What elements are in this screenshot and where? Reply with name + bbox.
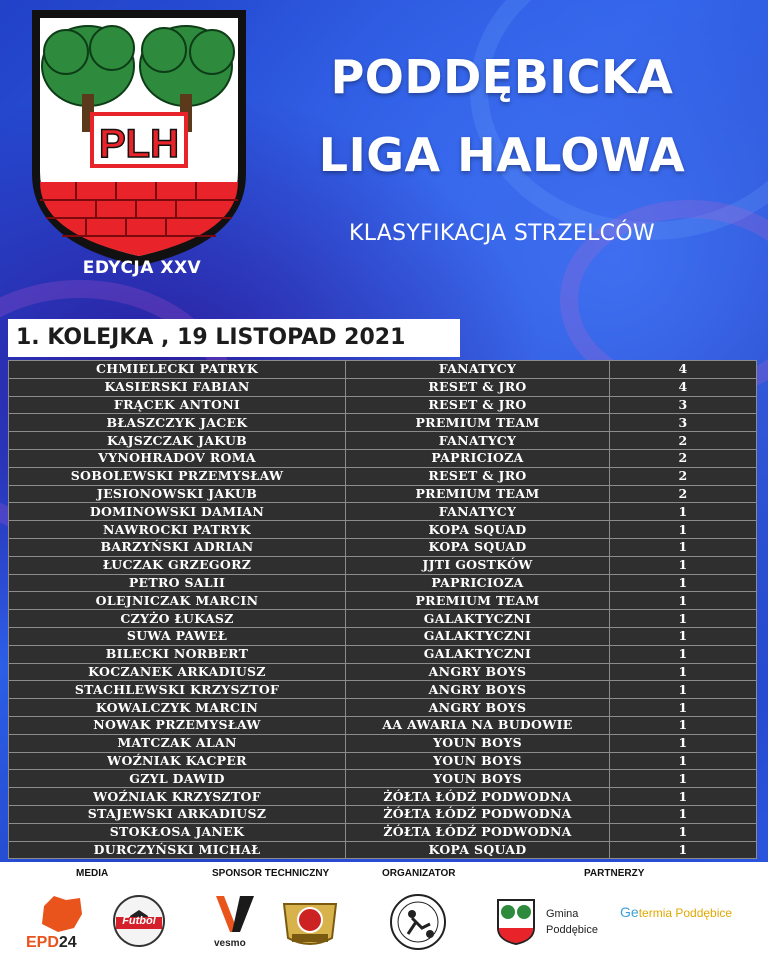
- sponsors-footer: [0, 862, 768, 960]
- scorers-table-container: [8, 360, 756, 859]
- scorer-name-cell: KOWALCZYK MARCIN: [9, 699, 346, 717]
- futbol-logo-text: Futbol: [122, 915, 156, 927]
- scorer-name-cell: KASIERSKI FABIAN: [9, 378, 346, 396]
- scorers-table: [8, 360, 757, 859]
- table-row: [9, 414, 757, 432]
- organizer-label: ORGANIZATOR: [382, 868, 456, 879]
- goals-cell: 1: [610, 556, 757, 574]
- goals-cell: 2: [610, 432, 757, 450]
- scorer-name-cell: KAJSZCZAK JAKUB: [9, 432, 346, 450]
- table-row: [9, 432, 757, 450]
- team-name-cell: PREMIUM TEAM: [346, 485, 610, 503]
- vesmo-mark-icon: [210, 892, 260, 936]
- scorer-name-cell: BARZYŃSKI ADRIAN: [9, 538, 346, 556]
- goals-cell: 1: [610, 627, 757, 645]
- goals-cell: 3: [610, 414, 757, 432]
- scorer-name-cell: BILECKI NORBERT: [9, 645, 346, 663]
- futbol-logo: [112, 894, 166, 948]
- page-title-line2: LIGA HALOWA: [318, 128, 686, 182]
- scorer-name-cell: WOŹNIAK KRZYSZTOF: [9, 788, 346, 806]
- gmina-crest-logo: [496, 898, 536, 946]
- scorer-name-cell: STACHLEWSKI KRZYSZTOF: [9, 681, 346, 699]
- team-name-cell: PAPRICIOZA: [346, 449, 610, 467]
- team-name-cell: PREMIUM TEAM: [346, 592, 610, 610]
- page-title-line1: PODDĘBICKA: [330, 50, 674, 104]
- scorer-name-cell: WOŹNIAK KACPER: [9, 752, 346, 770]
- team-name-cell: KOPA SQUAD: [346, 841, 610, 859]
- goals-cell: 1: [610, 610, 757, 628]
- scorers-table-body: [9, 361, 757, 859]
- team-name-cell: KOPA SQUAD: [346, 521, 610, 539]
- table-row: [9, 378, 757, 396]
- scorer-name-cell: MATCZAK ALAN: [9, 734, 346, 752]
- team-name-cell: YOUN BOYS: [346, 752, 610, 770]
- team-name-cell: FANATYCY: [346, 361, 610, 379]
- table-row: [9, 538, 757, 556]
- scorer-name-cell: SUWA PAWEŁ: [9, 627, 346, 645]
- media-label: MEDIA: [76, 868, 109, 879]
- goals-cell: 4: [610, 361, 757, 379]
- table-row: [9, 841, 757, 859]
- round-banner: 1. KOLEJKA , 19 LISTOPAD 2021: [8, 319, 460, 357]
- table-row: [9, 467, 757, 485]
- team-name-cell: ŻÓŁTA ŁÓDŹ PODWODNA: [346, 823, 610, 841]
- table-row: [9, 592, 757, 610]
- table-row: [9, 716, 757, 734]
- table-row: [9, 805, 757, 823]
- gmina-name-line2: Poddębice: [546, 924, 598, 936]
- team-name-cell: KOPA SQUAD: [346, 538, 610, 556]
- scorer-name-cell: OLEJNICZAK MARCIN: [9, 592, 346, 610]
- table-row: [9, 503, 757, 521]
- scorer-name-cell: GZYL DAWID: [9, 770, 346, 788]
- scorer-name-cell: KOCZANEK ARKADIUSZ: [9, 663, 346, 681]
- team-name-cell: ANGRY BOYS: [346, 681, 610, 699]
- goals-cell: 2: [610, 467, 757, 485]
- table-row: [9, 663, 757, 681]
- epd-logo-prefix: EPD: [26, 934, 59, 951]
- page-subtitle: KLASYFIKACJA STRZELCÓW: [349, 221, 655, 246]
- team-name-cell: PAPRICIOZA: [346, 574, 610, 592]
- termia-logo: [620, 904, 760, 938]
- team-name-cell: ANGRY BOYS: [346, 663, 610, 681]
- organizer-emblem-icon: [388, 892, 448, 952]
- team-name-cell: GALAKTYCZNI: [346, 645, 610, 663]
- table-row: [9, 699, 757, 717]
- goals-cell: 1: [610, 592, 757, 610]
- goals-cell: 3: [610, 396, 757, 414]
- table-row: [9, 610, 757, 628]
- goals-cell: 1: [610, 503, 757, 521]
- team-name-cell: RESET & JRO: [346, 396, 610, 414]
- table-row: [9, 788, 757, 806]
- goals-cell: 1: [610, 716, 757, 734]
- goals-cell: 1: [610, 574, 757, 592]
- goals-cell: 2: [610, 485, 757, 503]
- goals-cell: 1: [610, 521, 757, 539]
- table-row: [9, 752, 757, 770]
- team-name-cell: YOUN BOYS: [346, 770, 610, 788]
- table-row: [9, 556, 757, 574]
- plh-crest-logo: [26, 4, 252, 284]
- scorer-name-cell: DURCZYŃSKI MICHAŁ: [9, 841, 346, 859]
- partners-label: PARTNERZY: [584, 868, 645, 879]
- table-row: [9, 823, 757, 841]
- team-name-cell: FANATYCY: [346, 503, 610, 521]
- epd24-logo: [24, 892, 94, 954]
- gmina-name-line1: Gmina: [546, 908, 579, 920]
- table-row: [9, 734, 757, 752]
- goals-cell: 1: [610, 734, 757, 752]
- scorer-name-cell: FRĄCEK ANTONI: [9, 396, 346, 414]
- team-name-cell: AA AWARIA NA BUDOWIE: [346, 716, 610, 734]
- goals-cell: 1: [610, 752, 757, 770]
- scorer-name-cell: NAWROCKI PATRYK: [9, 521, 346, 539]
- team-name-cell: GALAKTYCZNI: [346, 610, 610, 628]
- goals-cell: 1: [610, 645, 757, 663]
- team-name-cell: PREMIUM TEAM: [346, 414, 610, 432]
- crest-letters: PLH: [99, 122, 179, 166]
- edition-label: EDYCJA XXV: [82, 258, 202, 278]
- termia-logo-prefix: Ge: [620, 904, 639, 920]
- team-name-cell: ŻÓŁTA ŁÓDŹ PODWODNA: [346, 788, 610, 806]
- team-name-cell: ŻÓŁTA ŁÓDŹ PODWODNA: [346, 805, 610, 823]
- scorer-name-cell: NOWAK PRZEMYSŁAW: [9, 716, 346, 734]
- table-row: [9, 574, 757, 592]
- scorer-name-cell: ŁUCZAK GRZEGORZ: [9, 556, 346, 574]
- goals-cell: 1: [610, 681, 757, 699]
- table-row: [9, 521, 757, 539]
- scorer-name-cell: DOMINOWSKI DAMIAN: [9, 503, 346, 521]
- scorer-name-cell: BŁASZCZYK JACEK: [9, 414, 346, 432]
- table-row: [9, 627, 757, 645]
- goals-cell: 4: [610, 378, 757, 396]
- team-name-cell: FANATYCY: [346, 432, 610, 450]
- map-shape-icon: [36, 894, 86, 934]
- scorer-name-cell: CHMIELECKI PATRYK: [9, 361, 346, 379]
- goals-cell: 1: [610, 770, 757, 788]
- scorer-name-cell: STOKŁOSA JANEK: [9, 823, 346, 841]
- gmina-crest-icon: [496, 898, 536, 946]
- scorer-name-cell: STAJEWSKI ARKADIUSZ: [9, 805, 346, 823]
- goals-cell: 1: [610, 841, 757, 859]
- table-row: [9, 396, 757, 414]
- team-name-cell: JJTI GOSTKÓW: [346, 556, 610, 574]
- team-name-cell: YOUN BOYS: [346, 734, 610, 752]
- organizer-logo: [388, 892, 448, 952]
- team-name-cell: RESET & JRO: [346, 467, 610, 485]
- epd-logo-suffix: 24: [58, 934, 77, 951]
- table-row: [9, 485, 757, 503]
- termia-logo-suffix: termia Poddębice: [638, 906, 733, 920]
- scorer-name-cell: JESIONOWSKI JAKUB: [9, 485, 346, 503]
- table-row: [9, 770, 757, 788]
- scorer-name-cell: PETRO SALII: [9, 574, 346, 592]
- scorer-name-cell: VYNOHRADOV ROMA: [9, 449, 346, 467]
- team-name-cell: RESET & JRO: [346, 378, 610, 396]
- table-row: [9, 681, 757, 699]
- goals-cell: 2: [610, 449, 757, 467]
- goals-cell: 1: [610, 538, 757, 556]
- scorer-name-cell: CZYŻO ŁUKASZ: [9, 610, 346, 628]
- team-name-cell: ANGRY BOYS: [346, 699, 610, 717]
- table-row: [9, 361, 757, 379]
- vesmo-logo-text: vesmo: [214, 938, 246, 949]
- sponsor-label: SPONSOR TECHNICZNY: [212, 868, 330, 879]
- scorer-name-cell: SOBOLEWSKI PRZEMYSŁAW: [9, 467, 346, 485]
- vesmo-logo: [210, 892, 260, 956]
- goals-cell: 1: [610, 699, 757, 717]
- table-row: [9, 645, 757, 663]
- goals-cell: 1: [610, 823, 757, 841]
- goals-cell: 1: [610, 805, 757, 823]
- goals-cell: 1: [610, 788, 757, 806]
- table-row: [9, 449, 757, 467]
- team-name-cell: GALAKTYCZNI: [346, 627, 610, 645]
- goals-cell: 1: [610, 663, 757, 681]
- sponsor-emblem-logo: [280, 894, 340, 950]
- emblem-icon: [280, 894, 340, 950]
